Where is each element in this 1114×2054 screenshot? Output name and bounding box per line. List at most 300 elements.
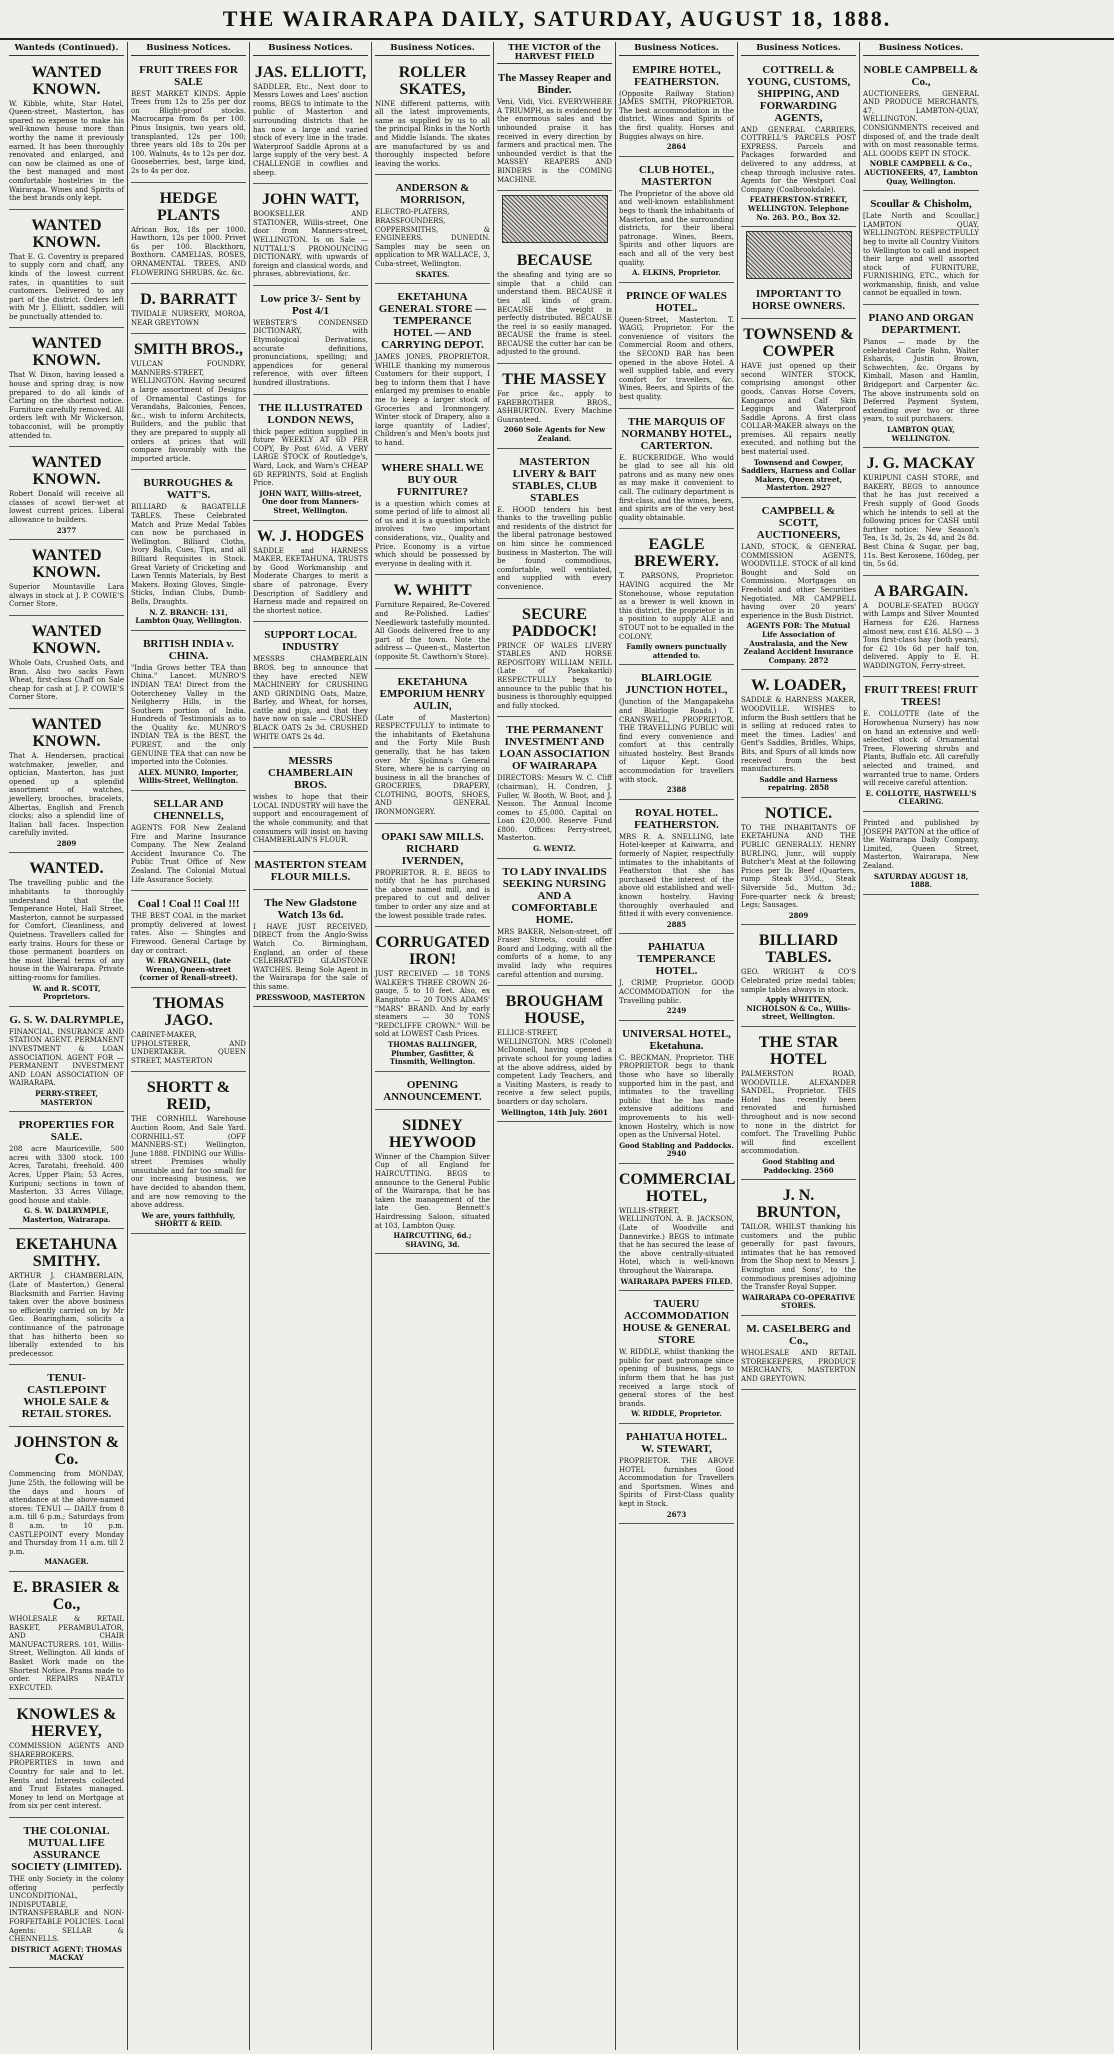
advertisement <box>619 802 734 935</box>
ad-title: WANTED KNOWN. <box>31 454 102 489</box>
ad-body: VULCAN FOUNDRY, MANNERS-STREET, WELLINGTON. Having secured a large assortment of Designs of Ornamental Castings for Verandahs, Balconies, Fences, &c., wish to inform Architects, Builders, and the public that they are prepared to supply all orders at prices that will compare favourably with the imported article. <box>131 360 246 463</box>
column-header: Business Notices. <box>131 42 246 56</box>
advertisement <box>9 855 124 1006</box>
ad-title: WANTED KNOWN. <box>31 622 102 657</box>
advertisement <box>253 854 368 890</box>
ad-body: thick paper edition supplied in future WEEKLY AT 6D PER COPY, By Post 6½d. A VERY LARGE STOCK of Routledge's, Ward, Lock, and Warn's CHEAP 6D REPRINTS, Sold at English Price. <box>253 427 368 488</box>
ad-title: A BARGAIN. <box>873 582 969 600</box>
ad-title: D. BARRATT <box>140 291 237 309</box>
ad-title: SHORTT & REID, <box>146 1079 231 1114</box>
advertisement <box>497 861 612 987</box>
advertisement <box>619 1023 734 1164</box>
advertisement <box>375 286 490 455</box>
ad-title: W. WHITT <box>393 582 472 600</box>
ad-signature: NOBLE CAMPBELL & Co., AUCTIONEERS, 47, Lambton Quay, Wellington. <box>864 159 978 186</box>
ad-title: THOMAS JAGO. <box>152 994 225 1029</box>
column-8 <box>860 42 982 2050</box>
ad-body: WILLIS-STREET, WELLINGTON. A. B. JACKSON, (Late of Woodville and Dannevirke.) BEGS to intimate that he has secured the lease of the above centrally-situated Hotel, which is well-known throughout the Wairarapa. <box>619 1206 734 1276</box>
ad-body: SADDLE & HARNESS MAKER, WOODVILLE. WISHES to inform the Bush settlers that he is selling at reduced rates to meet the times. Ladies' and Gent's Saddles, Bridles, Whips, Bits, and Spurs of all kinds now received from the best manufacturers. <box>741 696 856 774</box>
ad-title: THE ILLUSTRATED LONDON NEWS, <box>258 401 363 426</box>
ad-title: ROLLER SKATES, <box>398 63 467 98</box>
advertisement <box>375 1112 490 1255</box>
ad-title: KNOWLES & HERVEY, <box>16 1706 117 1741</box>
ad-title: JAS. ELLIOTT, <box>254 63 367 81</box>
advertisement <box>741 500 856 670</box>
ad-title: MASTERTON LIVERY & BAIT STABLES, CLUB STABLES <box>512 455 597 504</box>
ad-signature: E. COLLOTTE, HASTWELL'S CLEARING. <box>865 788 977 807</box>
advertisement <box>619 1166 734 1291</box>
advertisement <box>375 826 490 928</box>
ad-title: EKETAHUNA EMPORIUM HENRY AULIN, <box>379 675 486 712</box>
advertisement <box>497 67 612 191</box>
reaper-binder-engraving <box>502 195 608 243</box>
ad-title: NOBLE CAMPBELL & Co., <box>863 63 979 88</box>
ad-title: The New Gladstone Watch 13s 6d. <box>264 896 357 921</box>
ad-body: AGENTS FOR New Zealand Fire and Marine Insurance Company. The New Zealand Accident Insurance Co. The Public Trust Office of New Zealand. The Colonial Mutual Life Assurance Society. <box>131 824 246 884</box>
advertisement <box>741 59 856 228</box>
ad-title: THE PERMANENT INVESTMENT AND LOAN ASSOCIATION OF WAIRARAPA <box>499 724 610 773</box>
advertisement <box>497 719 612 858</box>
advertisement <box>619 59 734 157</box>
advertisement <box>131 185 246 285</box>
advertisement <box>253 750 368 852</box>
ad-body: BOOKSELLER AND STATIONER, Willis-street, One door from Manners-street, WELLINGTON. Is on Sale — NUTTALL'S PRONOUNCING DICTIONARY, with upwards of foreign and classical words, and phrases, abbreviations, &c. <box>253 210 368 279</box>
advertisement <box>619 411 734 530</box>
ad-title: ANDERSON & MORRISON, <box>395 182 470 207</box>
ad-body: CABINET-MAKER, UPHOLSTERER, AND UNDERTAKER. QUEEN STREET, MASTERTON <box>131 1030 246 1065</box>
ad-title: THE MASSEY <box>502 371 607 389</box>
ad-title: BECAUSE <box>516 252 593 270</box>
advertisement <box>131 793 246 891</box>
ad-body: E. COLLOTTE (late of the Horowhenua Nursery) has now on hand an extensive and well-selected stock of Ornamental Trees, Flowering shrubs and Plants, Buffalo etc. All carefully selected and trained, and warranted true to name. Orders will receive careful attention. <box>863 710 979 788</box>
advertisement <box>375 457 490 576</box>
ad-body: The Proprietor of the above old and well-known establishment begs to thank the inhabitants of Masterton, and the surrounding districts, for their liberal patronage. Wines, Beers, Spirits and other liquors are each and all of the very best quality. <box>619 189 734 267</box>
ad-body: LAND, STOCK, & GENERAL COMMISSION AGENTS, WOODVILLE. STOCK of all kind Bought and Sold on Commission. Mortgages on Freehold and other Securities Negotiated. MR CAMPBELL having over 20 years' experience in the Bush District. <box>741 543 856 620</box>
advertisement <box>619 667 734 800</box>
advertisement <box>131 59 246 183</box>
ad-body: AND GENERAL CARRIERS, COTTRELL'S PARCELS POST EXPRESS. Parcels and Packages forwarded and delivered to any address, at cheap through inclusive rates. Agents for the Westport Coal Company (Coalbrookdale). <box>741 125 856 194</box>
ad-signature: JOHN WATT, Willis-street, One door from Manners-Street, Wellington. <box>259 488 362 515</box>
ad-body: DIRECTORS: Messrs W. C. Cliff (chairman), H. Condren, J. Fuller, W. Booth, W. Boot, and J. Nesson. The Annual Income comes to £5,000. Capital on Loan £20,000. Reserve Fund £800. Offices: Perry-street, Masterton. <box>497 774 612 843</box>
ad-signature: MANAGER. <box>44 1557 89 1567</box>
advertisement <box>9 711 124 854</box>
advertisement <box>253 59 368 185</box>
advertisement <box>741 1318 856 1390</box>
ad-body: COMMISSION AGENTS AND SHAREBROKERS. PROPERTIES in town and Country for sale and to let. Rents and Interests collected and Trust Estates managed. Money to lend on Mortgage at from six per cent interest. <box>9 1742 124 1811</box>
advertisement <box>131 1074 246 1234</box>
advertisement <box>619 1293 734 1424</box>
ad-body: PROPRIETOR. THE ABOVE HOTEL furnishes Good Accommodation for Travellers and Sportsmen. Wines and Spirits of First-Class quality kept in Stock. <box>619 1456 734 1508</box>
advertisement <box>9 1820 124 1968</box>
ad-title: J. N. BRUNTON, <box>756 1187 841 1222</box>
ad-title: M. CASELBERG and Co., <box>746 1323 851 1348</box>
advertisement <box>253 892 368 1007</box>
ad-title: THE STAR HOTEL <box>758 1033 839 1068</box>
ad-title: PAHIATUA TEMPERANCE HOTEL. <box>637 941 716 978</box>
ad-body: African Box, 18s per 1000. Hawthorn, 12s per 1000. Privet 6s per 100. Blackthorn, Boxthorn. CAMELIAS, ROSES, ORNAMENTAL TREES, AND FLOWERING SHRUBS, &c. &c. <box>131 225 246 277</box>
ad-title: WANTED KNOWN. <box>31 216 102 251</box>
advertisement <box>863 450 979 576</box>
ad-body: The travelling public and the inhabitants to thoroughly understand that the Temperance Hotel, Hall Street, Masterton, cannot be surpassed for Comfort, Cleanliness, and Quietness. Travellers called for early trains. Hours for these or those permanent boarders on the most liberal terms of any house in the Wairarapa. Private sitting-rooms for families. <box>9 879 124 982</box>
ad-title: The Massey Reaper and Binder. <box>497 72 612 97</box>
ad-body: (Opposite Railway Station) JAMES SMITH, PROPRIETOR. The best accommodation in the district. Wines and Spirits of the first quality. Horses and Buggies always on hire. <box>619 89 734 141</box>
ad-title: NOTICE. <box>764 804 833 822</box>
advertisement <box>9 1009 124 1112</box>
column-header: Wanteds (Continued). <box>9 42 124 56</box>
ad-signature: W. FRANGNELL, (late Wrenn), Queen-street (corner of Renall-street). <box>139 956 238 983</box>
ad-title: SECURE PADDOCK! <box>511 605 598 640</box>
advertisement <box>253 523 368 623</box>
ad-title: TO LADY INVALIDS SEEKING NURSING AND A COMFORTABLE HOME. <box>502 865 607 926</box>
advertisement <box>9 618 124 709</box>
column-header: Business Notices. <box>375 42 490 56</box>
ad-body: (Late of Masterton) RESPECTFULLY to intimate to the inhabitants of Eketahuna and the Forty Mile Bush generally, that he has taken over Mr Sjolinna's General Store, where he is carrying on business in all the branches of GROCERIES, DRAPERY, CLOTHING, BOOTS, SHOES, AND GENERAL IRONMONGERY. <box>375 713 490 817</box>
ad-body: I HAVE JUST RECEIVED, DIRECT from the Anglo-Swiss Watch Co. Birmingham, England, an order of these CELEBRATED GLADSTONE WATCHES. Being Sole Agent in the Wairarapa for the sale of this same. <box>253 922 368 991</box>
masthead: THE WAIRARAPA DAILY, SATURDAY, AUGUST 18, 1888. <box>0 0 1114 40</box>
ad-body: KURIPUNI CASH STORE, and BAKERY, BEGS to announce that he has just received a Fresh supply of Good Goods which he intends to sell at the following prices for CASH until further notice: New Season's Tea, 1s 3d, 2s, 2s 4d, and 2s 8d. Best China & Sugar, per bag, 11s. Best Kerosene, 160deg, per tin, 5s 6d. <box>863 474 979 569</box>
ad-signature: 2885 <box>666 919 687 929</box>
ad-title: FRUIT TREES FOR SALE <box>139 63 238 88</box>
ad-signature: LAMBTON QUAY, WELLINGTON. <box>887 425 955 443</box>
ad-body: Queen-Street, Masterton. T. WAGG, Proprietor. For the convenience of visitors the Commercial Room and others, the SECOND BAR has been opened in the above Hotel. A well supplied table, and every comfort for travellers, &c. Wines, Beers, and Spirits of the best quality. <box>619 315 734 402</box>
ad-signature: PERRY-STREET, MASTERTON <box>35 1088 98 1107</box>
ad-signature: THOMAS BALLINGER, Plumber, Gasfitter, & Tinsmith, Wellington. <box>387 1039 478 1067</box>
advertisement <box>9 1114 124 1229</box>
ad-title: HEDGE PLANTS <box>156 189 221 224</box>
ad-signature: We are, yours faithfully, SHORTT & REID. <box>141 1210 236 1229</box>
advertisement <box>131 990 246 1072</box>
ad-body: MESSRS CHAMBERLAIN BROS. beg to announce that they have erected NEW MACHINERY for CRUSHING AND GRINDING Oats, Maize, Barley, and Wheat, for horses, cattle and pigs, and that they have now on sale — CRUSHED BLACK OATS 2s 3d. CRUSHED WHITE OATS 2s 4d. <box>253 655 368 741</box>
ad-title: EKETAHUNA GENERAL STORE — TEMPERANCE HOTEL — AND CARRYING DEPOT. <box>378 291 487 352</box>
column-4 <box>372 42 494 2050</box>
ad-signature: G. WENTZ. <box>533 844 576 854</box>
ad-title: WHERE SHALL WE BUY OUR FURNITURE? <box>381 461 484 498</box>
ad-body: THE CORNHILL Warehouse Auction Room, And Sale Yard. CORNHILL-ST. (OFF MANNERS-ST.) Wellington, June 1888. FINDING our Willis-street Premises wholly unsuitable and far too small for our increasing business, we have decided to abandon them, and are now removing to the above address. <box>131 1115 246 1210</box>
ad-signature: 2388 <box>666 785 687 795</box>
column-header: Business Notices. <box>863 42 979 56</box>
ad-title: WANTED KNOWN. <box>31 63 102 98</box>
billiard-table-engraving <box>746 231 852 279</box>
ad-body: JUST RECEIVED — 18 TONS WALKER'S THREE CROWN 26-gauge, 5 to 10 feet. Also, ex Rangitoto — 20 TONS ADAMS' "MARS" BRAND. And by early steamers — 30 TONS "REDCLIFFE CROWN." Will be sold at LOWEST Cash Prices. <box>375 970 490 1039</box>
advertisement <box>9 212 124 329</box>
advertisement <box>375 929 490 1072</box>
advertisement <box>863 193 979 305</box>
advertisement <box>497 247 612 364</box>
ad-title: BURROUGHES & WATT'S. <box>143 477 234 502</box>
column-6 <box>616 42 738 2050</box>
ad-body: Pianos — made by the celebrated Carle Rohn, Walter Eshards, Justin Brown, Schwechten, &c. Organs by Kimball, Mason and Hamlin, Bridgeport and Carpenter &c. The above instruments sold on Deferred Payment System, extending over two or three years, to suit purchasers. <box>863 338 979 424</box>
ad-signature: Apply WHITTEN, NICHOLSON & Co., Willis-street, Wellington. <box>746 995 851 1022</box>
ad-title: CAMPBELL & SCOTT, AUCTIONEERS, <box>756 505 841 542</box>
ad-title: SIDNEY HEYWOOD <box>388 1116 477 1151</box>
ad-title: IMPORTANT TO HORSE OWNERS. <box>752 288 845 313</box>
ad-signature: 2673 <box>666 1509 687 1519</box>
advertisement <box>863 59 979 192</box>
advertisement <box>9 1231 124 1365</box>
ad-body: That A. Hendersen, practical watchmaker, jeweller, and optician, Masterton, has just opened up a splendid assortment of watches, jewellery, brooches, bracelets, Albertas, English and French clocks; also a splendid line of Italian ball faces. Inspection carefully invited. <box>9 751 124 838</box>
column-header: THE VICTOR of the HARVEST FIELD <box>497 42 612 64</box>
ad-title: EKETAHUNA SMITHY. <box>15 1236 118 1271</box>
ad-body: (Junction of the Mangapakeha and Blairlogie Roads.) T. CRANSWELL, PROPRIETOR. THE TRAVELLING PUBLIC will find every convenience and comfort at this centrally situated hostelry. Best Brands of Liquor Kept. Good accommodation for travellers with stock. <box>619 698 734 784</box>
column-1 <box>6 42 128 2050</box>
ad-body: ARTHUR J. CHAMBERLAIN, (Late of Masterton,) General Blacksmith and Farrier. Having taken over the above business so efficiently carried on by Mr Geo. Boaringham, solicits a continuance of the patronage that has hitherto been so liberally extended to his predecessor. <box>9 1272 124 1358</box>
ad-body: T. PARSONS, Proprietor. HAVING acquired the Mr Stonehouse, whose reputation as a brewer is well known in this district, the proprietor is in a position to supply ALE and STOUT not to be equalled in the COLONY. <box>619 572 734 641</box>
ad-body: FINANCIAL, INSURANCE AND STATION AGENT. PERMANENT INVESTMENT & LOAN ASSOCIATION. AGENT FOR — PERMANENT INVESTMENT AND LOAN ASSOCIATION OF WAIRARAPA. <box>9 1027 124 1088</box>
advertisement <box>619 531 734 665</box>
ad-body: TO THE INHABITANTS OF EKETAHUNA AND THE PUBLIC GENERALLY. HENRY BURLING, Junr., will supply Butcher's Meat at the following Prices per lb: Beef (Quarters, rump Steak 3½d., Steak Silverside 5d., Mutton 3d.; Fore-quarter neck & breast; Legs; Sausages. <box>741 823 856 910</box>
ad-title: G. S. W. DALRYMPLE, <box>9 1013 124 1026</box>
ad-body: PROPRIETOR. R. E. BEGS to notify that he has purchased the above named mill, and is prepared to cut and deliver timber to order any size and at the lowest possible trade rates. <box>375 868 490 920</box>
ad-title: Scoullar & Chisholm, <box>870 198 972 211</box>
ad-signature: DISTRICT AGENT: THOMAS MACKAY <box>10 1944 123 1963</box>
ad-body: JAMES JONES, PROPRIETOR. WHILE thanking my numerous Customers for their support, I beg to inform them that I have enlarged my premises to enable me to keep a larger stock of Groceries and Ironmongery. Winter stock of Drapery, also a large quantity of Ladies', Children's and Men's boots just to hand. <box>375 353 490 448</box>
ad-body: E. HOOD tenders his best thanks to the travelling public and residents of the district for the liberal patronage bestowed on him since he commenced business in Masterton. The will be found commodious, comfortable, well ventilated, and supplied with every convenience. <box>497 505 612 591</box>
ad-title: JOHN WATT, <box>262 191 359 209</box>
advertisement <box>619 1426 734 1524</box>
ad-body: PALMERSTON ROAD, WOODVILLE. ALEXANDER SANDEL, Proprietor. THIS Hotel has recently been renovated and furnished throughout and is now second to none in the district for comfort. The Travelling Public will find excellent accommodation. <box>741 1069 856 1156</box>
ad-body: TIVIDALE NURSERY, MOROA, NEAR GREYTOWN <box>131 310 246 327</box>
ad-title: JOHNSTON & Co. <box>13 1434 120 1469</box>
advertisement <box>253 186 368 286</box>
ad-body: wishes to hope that their LOCAL INDUSTRY will have the support and encouragement of the whole community, and that consumers will insist on having CHAMBERLAIN'S FLOUR. <box>253 793 368 845</box>
ad-body: Superior Mountaville Lara always in stock at J. P. COWIE'S Corner Store. <box>9 583 124 609</box>
ad-body: A DOUBLE-SEATED BUGGY with Lamps and Silver Mounted Harness for £26. Harness almost new, cost £16. ALSO — 3 Tons first-class hay (both years), for £2 10s 6d per half ton, delivered. Apply to E. H. WADDINGTON, Ferry-street. <box>863 601 979 670</box>
ad-title: WANTED. <box>29 860 104 878</box>
ad-body: WHOLESALE AND RETAIL STOREKEEPERS, PRODUCE MERCHANTS, MASTERTON AND GREYTOWN. <box>741 1349 856 1383</box>
ad-body: SADDLER, Etc., Next door to Messrs Lowes and Loes' auction rooms, BEGS to intimate to the public of Masterton and surrounding districts that he has now a large and varied stock of every line in the trade. Waterproof Saddle Aprons at a large supply of the very best. A CHALLENGE in cowflies and sheep. <box>253 82 368 177</box>
ad-signature: Family owners punctually attended to. <box>626 642 727 660</box>
ad-title: WANTED KNOWN. <box>31 335 102 370</box>
advertisement <box>131 472 246 630</box>
advertisement <box>131 893 246 988</box>
advertisement <box>619 159 734 283</box>
advertisement <box>497 451 612 599</box>
ad-title: THE MARQUIS OF NORMANBY HOTEL, CARTERTON. <box>621 415 732 452</box>
ad-body: AUCTIONEERS, GENERAL AND PRODUCE MERCHANTS, 47, LAMBTON-QUAY, WELLINGTON. CONSIGNMENTS received and disposed of, and the trade dealt with on most reasonable terms. ALL GOODS KEPT IN STOCK. <box>863 89 979 158</box>
columns-container <box>6 42 1108 2050</box>
ad-title: W. J. HODGES <box>257 527 364 545</box>
ad-body: MRS BAKER, Nelson-street, off Fraser Streets, could offer Board and Lodging, with all the comforts of a home, to any invalid lady who requires careful attention and nursing. <box>497 927 612 979</box>
ad-signature: 2864 <box>666 142 687 152</box>
advertisement <box>741 1029 856 1180</box>
ad-signature: 2809 <box>788 910 809 920</box>
ad-title: Low price 3/- Sent by Post 4/1 <box>260 292 361 317</box>
ad-body: W. RIDDLE, whilst thanking the public for past patronage since opening of business, begs to inform them that he has just received a large stock of general stores of the best brands. <box>619 1348 734 1408</box>
ad-body: Furniture Repaired, Re-Covered and Re-Polished. Ladies' Needlework tastefully mounted. All Goods delivered free to any part of the town. Note the address — Queen-st., Masterton (opposite St. Cawthorn's Store). <box>375 601 490 661</box>
advertisement <box>375 177 490 284</box>
ad-signature: 2249 <box>666 1006 687 1016</box>
advertisement <box>9 449 124 540</box>
advertisement <box>253 624 368 748</box>
ad-title: W. LOADER, <box>751 677 846 695</box>
ad-title: COTTRELL & YOUNG, CUSTOMS, SHIPPING, AND FORWARDING AGENTS, <box>746 63 851 124</box>
advertisement <box>131 286 246 334</box>
ad-title: Coal ! Coal !! Coal !!! <box>137 898 240 911</box>
ad-body: 208 acre Mauriceville, 500 acres with 3300 stock. 100 Acres, Taratahi, freehold. 400 Acres, Upper Plain; 53 Acres, Kuripuni; sections in town of Masterton. 33 Acres Village, good house and stable. <box>9 1145 124 1205</box>
advertisement <box>619 285 734 409</box>
ad-signature: PRESSWOOD, MASTERTON <box>255 992 366 1002</box>
ad-title: J. G. MACKAY <box>866 455 976 473</box>
ad-body: For price &c., apply to FAREBROTHER BROS., ASHBURTON. Every Machine Guaranteed. <box>497 390 612 424</box>
ad-signature: 2377 <box>56 525 77 535</box>
advertisement <box>9 1574 124 1699</box>
ad-title: BLAIRLOGIE JUNCTION HOTEL, <box>625 672 728 697</box>
ad-signature: W. RIDDLE, Proprietor. <box>631 1409 722 1419</box>
column-header: Business Notices. <box>619 42 734 56</box>
ad-body: PRINCE OF WALES LIVERY STABLES AND HORSE REPOSITORY WILLIAM NEILL (Late of Paekakariki) RESPECTFULLY begs to announce to the public that his business is thoroughly equipped and fully stocked. <box>497 641 612 710</box>
ad-body: the sheafing and tying are so simple that a child can understand them. BECAUSE it ties all kinds of grain. BECAUSE the weight is perfectly distributed. BECAUSE the reel is so easily managed. BECAUSE the frame is steel. BECAUSE the cutter bar can be adjusted to the ground. <box>497 271 612 357</box>
advertisement <box>9 1701 124 1818</box>
ad-body: THE BEST COAL in the market promptly delivered at lowest rates. Also — Shingles and Firewood. General Cartage by day or contract. <box>131 912 246 955</box>
ad-body: Veni, Vidi, Vici. EVERYWHERE A TRIUMPH, as is evidenced by the enormous sales and the unbounded praise it has received in every direction by farmers and practical men. The unbounded verdict is that the MASSEY REAPERS AND BINDERS is the COMING MACHINE. <box>497 98 612 184</box>
ad-body: Winner of the Champion Silver Cup of all England for HAIRCUTTING. BEGS to announce to the General Public of the Wairarapa, that he has taken the management of the late Geo. Bennett's Hairdressing Saloon, situated at 103, Lambton Quay. <box>375 1152 490 1230</box>
ad-body: TAILOR, WHILST thanking his customers and the public generally for past favours, intimates that he has removed from the Shop next to Messrs J. Ewington and Sons', to the commodious premises adjoining the Transfer Royal Supper. <box>741 1223 856 1292</box>
ad-body: That W. Dixon, having leased a house and spring dray, is now prepared to do all kinds of Carting on the shortest notice. Furniture carefully removed. All orders left with Mr Wickerson, tobacconist, will be promptly attended to. <box>9 371 124 440</box>
ad-title: TAUERU ACCOMMODATION HOUSE & GENERAL STORE <box>622 1298 731 1347</box>
ad-signature: SKATES. <box>415 269 450 279</box>
advertisement <box>497 601 612 718</box>
ad-title: TENUI-CASTLEPOINT WHOLE SALE & RETAIL STORES. <box>21 1372 112 1421</box>
advertisement <box>9 1367 124 1427</box>
column-header: Business Notices. <box>741 42 856 56</box>
column-7 <box>738 42 860 2050</box>
ad-body: HAVE just opened up their second WINTER STOCK, comprising amongst other goods, Canvas Horse Covers, Kangaroo and Calf Skin Leggings and Waterproof Saddle Aprons. A first class COLLAR-MAKER always on the premises. All repairs neatly executed, and nothing but the best material used. <box>741 362 856 457</box>
ad-signature: ALEX. MUNRO, Importer, Willis-Street, Wellington. <box>138 767 239 786</box>
advertisement <box>619 936 734 1020</box>
column-3 <box>250 42 372 2050</box>
advertisement <box>375 59 490 176</box>
ad-title: COMMERCIAL HOTEL, <box>619 1170 736 1205</box>
advertisement <box>9 330 124 447</box>
ad-title: E. BRASIER & Co., <box>12 1578 121 1613</box>
advertisement <box>741 283 856 319</box>
advertisement <box>131 336 246 470</box>
ad-body: C. BECKMAN, Proprietor. THE PROPRIETOR begs to thank those who have so liberally supported him in the past, and intimates to the travelling public that he has made extensive additions and improvements to his well-known Hostelry, which is now open as the Universal Hotel. <box>619 1053 734 1140</box>
ad-signature: A. ELKINS, Proprietor. <box>632 268 721 278</box>
ad-title: THE COLONIAL MUTUAL LIFE ASSURANCE SOCIETY (LIMITED). <box>11 1825 122 1874</box>
advertisement <box>253 288 368 395</box>
ad-signature: SATURDAY AUGUST 18, 1888. <box>873 871 969 890</box>
advertisement <box>9 59 124 210</box>
ad-body: [Late North and Scoullar,] LAMBTON QUAY, WELLINGTON. RESPECTFULLY beg to invite all Country Visitors to Wellington to call and inspect their large and well assorted stock of FURNITURE, FURNISHING, ETC., which for workmanship, finish, and value cannot be equalled in town. <box>863 212 979 298</box>
ad-signature: G. S. W. DALRYMPLE, Masterton, Wairarapa. <box>22 1206 111 1224</box>
ad-signature: Townsend and Cowper, Saddlers, Harness and Collar Makers, Queen street, Masterton. 2927 <box>741 457 856 493</box>
ad-title: PAHIATUA HOTEL. W. STEWART, <box>625 1430 728 1455</box>
ad-body: Printed and published by JOSEPH PAYTON at the office of the Wairarapa Daily Company, Limited, Queen Street, Masterton, Wairarapa, New Zealand. <box>863 819 979 870</box>
ad-title: EMPIRE HOTEL, FEATHERSTON. <box>632 63 721 88</box>
ad-title: WANTED KNOWN. <box>31 547 102 582</box>
ad-body: BILLIARD & BAGATELLE TABLES. These Celebrated Match and Prize Medal Tables can now be purchased in Wellington. Billiard Cloths, Ivory Balls, Cues, Tips, and all Billiard Requisites in Stock. Great Variety of Cricketing and Lawn Tennis Materials, by Best Makers. Boxing Gloves, Single-Sticks, Indian Clubs, Dumb-Bells, Draughts. <box>131 503 246 606</box>
ad-body: WHOLESALE & RETAIL BASKET, PERAMBULATOR, AND CHAIR MANUFACTURERS. 101, Willis-Street, Wellington. All kinds of Basket Work made on the Shortest Notice. Prams made to order. REPAIRS NEATLY EXECUTED. <box>9 1614 124 1692</box>
advertisement <box>741 1182 856 1316</box>
ad-title: WANTED KNOWN. <box>31 715 102 750</box>
ad-title: PIANO AND ORGAN DEPARTMENT. <box>868 312 974 337</box>
ad-body: Whole Oats, Crushed Oats, and Bran. Also two sacks Fawn Wheat, first-class Chaff on Sale cheap for cash at J. P. COWIE'S Corner Store. <box>9 658 124 702</box>
ad-title: SMITH BROS., <box>134 341 243 359</box>
ad-title: MASTERTON STEAM FLOUR MILLS. <box>254 858 367 883</box>
advertisement <box>9 542 124 616</box>
column-header: Business Notices. <box>253 42 368 56</box>
advertisement <box>863 814 979 895</box>
column-2 <box>128 42 250 2050</box>
advertisement <box>253 397 368 521</box>
ad-signature: 2809 <box>56 838 77 848</box>
ad-signature: N. Z. BRANCH: 131, Lambton Quay, Wellington. <box>135 607 242 626</box>
ad-signature: HAIRCUTTING, 6d.; SHAVING, 3d. <box>393 1231 472 1249</box>
ad-signature: WAIRARAPA PAPERS FILED. <box>620 1276 733 1286</box>
ad-title: PROPERTIES FOR SALE. <box>18 1119 115 1144</box>
ad-body: ELECTRO-PLATERS, BRASSFOUNDERS, COPPERSMITHS, & ENGINEERS. DUNEDIN. Samples may be seen on application to MR WALLACE, 3, Cuba-street, Wellington. <box>375 208 490 268</box>
advertisement <box>497 366 612 449</box>
ad-title: UNIVERSAL HOTEL, Eketahuna. <box>622 1027 731 1052</box>
advertisement <box>375 577 490 668</box>
ad-body: J. CRIMP, Proprietor. GOOD ACCOMMODATION for the Travelling public. <box>619 979 734 1005</box>
ad-body: That E. G. Coventry is prepared to supply corn and chaff, any kinds of the lowest current rates, in quantities to suit customers. Delivered to any part of the district. Orders left with Mr J. Elliott, saddler, will be punctually attended to. <box>9 252 124 321</box>
advertisement <box>9 1429 124 1572</box>
ad-body: Robert Donald will receive all classes of scowl tier-wet at lowest current prices. Liberal allowance to builders. <box>9 490 124 524</box>
advertisement <box>131 633 246 791</box>
ad-title: OPAKI SAW MILLS. RICHARD IVERNDEN, <box>381 830 484 867</box>
ad-signature: AGENTS FOR: The Mutual Life Association of Australasia, and the New Zealand Accident Insurance Company. 2872 <box>743 621 854 665</box>
ad-title: ROYAL HOTEL. FEATHERSTON. <box>634 806 719 831</box>
ad-body: SADDLE and HARNESS MAKER, EKETAHUNA, TRUSTS by Good Workmanship and Moderate Charges to merit a share of patronage. Every Description of Saddlery and Harness made and repaired on the shortest notice. <box>253 546 368 615</box>
ad-body: Commencing from MONDAY, June 25th, the following will be the days and hours of attendance at the above-named stores: TENUI — DAILY from 8 a.m. till 6 p.m.; Saturdays from 8 a.m. to 10 p.m. CASTLEPOINT every Monday and Thursday from 11 a.m. till 2 p.m. <box>9 1470 124 1556</box>
ad-title: OPENING ANNOUNCEMENT. <box>383 1078 482 1103</box>
ad-body: E. BUCKERIDGE. Who would be glad to see all his old patrons and as many new ones as may make it convenient to call. The culinary department is first-class, and the wines, beers, and spirits are of the very best quality obtainable. <box>619 453 734 522</box>
advertisement <box>863 307 979 448</box>
ad-body: BEST MARKET KINDS. Apple Trees from 12s to 25s per doz on Blight-proof stocks. Macrocarpa from 8s per 100. Pinus Insignis, two years old, transplanted, 12s per 100; three years old 18s to 20s per 100. Walnuts, 4s to 12s per doz. Gooseberries, best, large kind, 2s to 4s per doz. <box>131 89 246 175</box>
ad-signature: 2060 Sole Agents for New Zealand. <box>503 425 606 444</box>
ad-title: FRUIT TREES! FRUIT TREES! <box>864 684 978 709</box>
ad-body: MRS R. A. SNELLING, late Hotel-keeper at Kaiwarra, and formerly of Napier, respectfully intimates to the inhabitants of Featherston that she has purchased the interest of the above old established and well-known hostelry. Having thoroughly overhauled and fitted it with every convenience. <box>619 832 734 919</box>
ad-body: W. Kibble, white, Star Hotel, Queen-street, Masterton, has spared no expense to make his well-known house more than worthy the name it previously earned. It has been thoroughly renovated and enlarged, and can now be claimed as one of the best managed and most comfortable hostelries in the Wairarapa. Wines and Spirits of the best brands only kept. <box>9 99 124 203</box>
ad-title: SELLAR AND CHENNELLS, <box>153 798 224 823</box>
advertisement <box>375 671 490 824</box>
ad-title: MESSRS CHAMBERLAIN BROS. <box>268 755 353 792</box>
ad-signature: Good Stabling and Paddocking. 2560 <box>762 1156 835 1175</box>
column-5 <box>494 42 616 2050</box>
advertisement <box>741 800 856 926</box>
advertisement <box>741 321 856 498</box>
advertisement <box>375 1074 490 1110</box>
ad-body: WEBSTER'S CONDENSED DICTIONARY, with Etymological Derivations, accurate definitions, pronunciations, spelling; and appendices for general reference, with over fifteen hundred illustrations. <box>253 318 368 388</box>
ad-title: BROUGHAM HOUSE, <box>505 993 604 1028</box>
ad-signature: W. and R. SCOTT, Proprietors. <box>32 983 101 1002</box>
advertisement <box>863 679 979 812</box>
ad-title: PRINCE OF WALES HOTEL. <box>626 289 727 314</box>
ad-signature: WAIRARAPA CO-OPERATIVE STORES. <box>742 1292 855 1311</box>
ad-body: NINE different patterns, with all the latest improvements, same as supplied by us to all the principal Rinks in the North and Middle Islands. The skates are manufactured by us and thoroughly inspected before leaving the works. <box>375 99 490 168</box>
ad-title: BILLIARD TABLES. <box>758 932 839 967</box>
ad-body: is a question which comes at some period of life to almost all of us and it is a question which involves two important considerations, viz., Quality and Price. Economy is a virtue which should be possessed by everyone in dealing with it. <box>375 499 490 568</box>
advertisement <box>741 672 856 798</box>
advertisement <box>497 988 612 1122</box>
ad-title: CLUB HOTEL, MASTERTON <box>638 163 715 188</box>
ad-title: BRITISH INDIA v. CHINA. <box>143 637 234 662</box>
ad-signature: Saddle and Harness repairing. 2858 <box>759 774 838 793</box>
ad-title: SUPPORT LOCAL INDUSTRY <box>264 629 357 654</box>
ad-body: "India Grows better TEA than China." Lancet. MUNRO'S INDIAN TEA! Direct from the Ootercheney Valley in the Neilgherry Hills, in the Southern portion of India. Hundreds of Testimonials as to the Quality &c. MUNRO'S INDIAN TEA is the BEST, the PUREST, and the only GENUINE TEA that can now be imported into the Colonies. <box>131 663 246 767</box>
ad-signature: Good Stabling and Paddocks. 2940 <box>619 1140 734 1159</box>
ad-title: EAGLE BREWERY. <box>634 536 719 571</box>
advertisement <box>863 578 979 678</box>
ad-title: CORRUGATED IRON! <box>375 934 490 969</box>
ad-signature: Wellington, 14th July. 2601 <box>501 1107 608 1117</box>
ad-body: THE only Society in the colony offering perfectly UNCONDITIONAL, INDISPUTABLE, INTRANSFERABLE and NON-FORFEITABLE POLICIES. Local Agents: SELLAR & CHENNELLS. <box>9 1875 124 1944</box>
ad-signature: FEATHERSTON-STREET, WELLINGTON. Telephone No. 263. P.O., Box 32. <box>748 195 849 222</box>
ad-title: TOWNSEND & COWPER <box>743 326 854 361</box>
ad-body: ELLICE-STREET, WELLINGTON. MRS (Colonel) McDonnell, having opened a private school for young ladies at the above address, aided by competent Lady Teachers, and a Visiting Masters, is ready to receive a few select pupils, boarders or day scholars. <box>497 1029 612 1106</box>
